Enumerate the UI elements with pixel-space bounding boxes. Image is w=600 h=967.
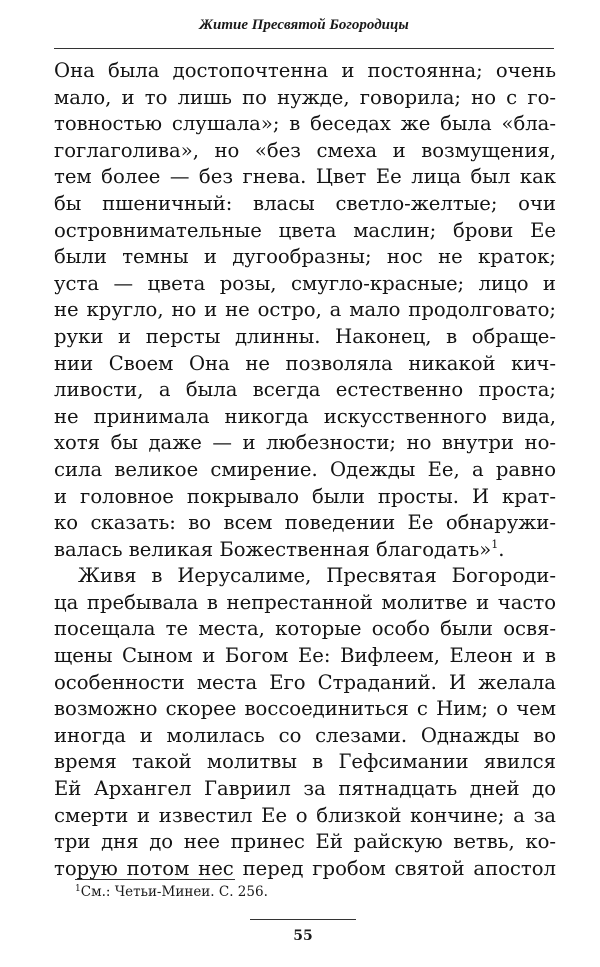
header-rule [54,48,554,49]
page-number: 55 [293,928,313,944]
text-line: торую потом нес перед гробом святой апостол [54,856,556,880]
text-line: гоглаголива», но «без смеха и возмущения, [54,138,556,162]
text-line-paragraph-start: Живя в Иерусалиме, Пресвятая Богороди- [78,564,556,588]
paragraph-end-punct: . [498,537,505,561]
text-line: посещала те места, которые особо были освя- [54,617,556,641]
text-line: не кругло, но и не остро, а мало продолговато; [54,298,556,322]
text-line: три дня до нее принес Ей райскую ветвь, ко- [54,830,556,854]
text-line: уста — цвета розы, смугло-красные; лицо и [54,271,556,295]
text-line: руки и персты длинны. Наконец, в обраще- [54,324,556,348]
text-line: ца пребывала в непрестанной молитве и часто [54,590,556,614]
text-line: щены Сыном и Богом Ее: Вифлеем, Елеон и в [54,644,556,668]
text-line: Она была достопочтенна и постоянна; очень [54,59,556,82]
text-line: не принимала никогда искусственного вида, [54,404,556,428]
text-line: особенности места Его Страданий. И желала [54,670,556,694]
body-text [54,58,556,882]
footnote-reference[interactable]: 1 [491,537,499,551]
text-line: нии Своем Она не позволяла никакой кич- [54,351,556,375]
text-line: смерти и известил Ее о близкой кончине; а за [54,803,556,827]
text-line: время такой молитвы в Гефсимании явился [54,750,556,774]
text-line: островнимательные цвета маслин; брови Ее [54,218,556,242]
text-line: иногда и молилась со слезами. Однажды во [54,723,556,747]
footnote-rule [75,879,235,880]
running-head: Житие Пресвятой Богородицы [199,17,409,33]
text-line: ко сказать: во всем поведении Ее обнаружи- [54,511,556,535]
text-line: товностью слушала»; в беседах же была «бла- [54,112,556,136]
footnote-marker: 1 [75,884,81,894]
footnote-text: См.: Четьи-Минеи. С. 256. [80,884,268,900]
text-line: мало, и то лишь по нужде, говорила; но с го- [54,85,556,109]
text-line: тем более — без гнева. Цвет Ее лица был как [54,165,556,189]
text-line-content: валась великая Божественная благодать» [54,537,492,561]
text-line: ливости, а была всегда естественно проста; [54,378,556,402]
text-line-paragraph-end [54,537,556,564]
text-line: Ей Архангел Гавриил за пятнадцать дней до [54,777,556,801]
footnote [75,884,268,900]
text-line: возможно скорее воссоединиться с Ним; о чем [54,697,556,721]
text-line: хотя бы даже — и любезности; но внутри но- [54,431,556,455]
text-line: бы пшеничный: власы светло-желтые; очи [54,191,556,215]
text-line: были темны и дугообразны; нос не краток; [54,245,556,269]
text-line: и головное покрывало были просты. И крат- [54,484,556,508]
page-number-rule [250,919,356,920]
text-line: сила великое смирение. Одежды Ее, а равно [54,457,556,481]
